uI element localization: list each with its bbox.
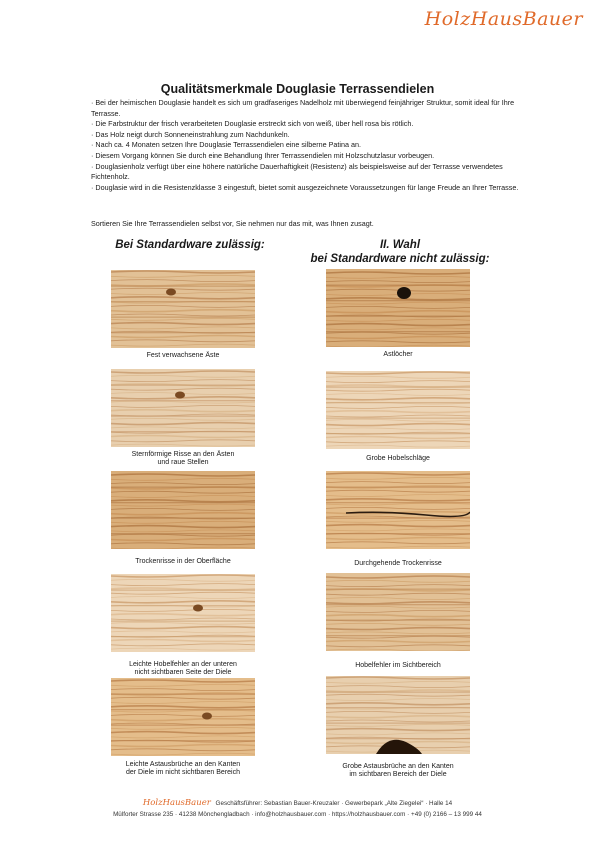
wood-visible-defect-photo [326, 573, 470, 651]
photo-caption: Leichte Hobelfehler an der unteren nicht sichtbaren Seite der Diele [129, 661, 237, 677]
photo-caption: Grobe Astausbrüche an den Kanten im sichtbaren Bereich der Diele [342, 763, 454, 779]
photo-caption: Sternförmige Risse an den Ästen und raue Stellen [131, 451, 235, 467]
wood-dry-crack-photo [111, 471, 255, 549]
left-heading-text: Bei Standardware zulässig: [115, 239, 265, 251]
wood-knot-photo [111, 270, 255, 348]
wood-through-crack-photo [326, 471, 470, 549]
footer-logo: HolzHausBauer [142, 798, 211, 808]
list-item: · Douglasie wird in die Resistenzklasse 3 eingestuft, bietet somit ausgezeichnete Voraussetzungen für lange Freude an Ihrer Terrasse. [91, 183, 531, 194]
footer-line-1: Geschäftsführer: Sebastian Bauer-Kreuzaler · Gewerbepark „Alte Ziegelei“ · Halle 14 [215, 800, 453, 807]
wood-crack-photo [111, 369, 255, 447]
list-item: · Diesem Vorgang können Sie durch eine Behandlung Ihrer Terrassendielen mit Holzschutzlasur vorbeugen. [91, 151, 531, 162]
footer-line-2: Mülforter Strasse 235 · 41238 Mönchengladbach · info@holzhausbauer.com · https://holzhausbauer.com · +49 (0) 2166 – 13 999 44 [113, 811, 482, 818]
right-heading-line2: bei Standardware nicht zulässig: [310, 253, 490, 265]
left-column-heading [90, 238, 290, 252]
right-heading-line1: II. Wahl [379, 239, 421, 251]
wood-edge-photo [111, 678, 255, 756]
list-item: · Douglasienholz verfügt über eine höhere natürliche Dauerhaftigkeit (Resistenz) als beispielsweise auf der Terrasse verwendetes Fichtenholz. [91, 162, 531, 183]
wood-broken-edge-photo [326, 676, 470, 754]
list-item: · Das Holz neigt durch Sonneneinstrahlung zum Nachdunkeln. [91, 130, 531, 141]
right-column-heading [300, 238, 500, 266]
photo-caption: Grobe Hobelschläge [366, 455, 430, 462]
wood-planing-photo [111, 574, 255, 652]
photo-caption: Fest verwachsene Äste [146, 352, 220, 359]
list-item: · Die Farbstruktur der frisch verarbeiteten Douglasie erstreckt sich von weiß, über hell rosa bis rötlich. [91, 119, 531, 130]
page-title: Qualitätsmerkmale Douglasie Terrassendielen [160, 82, 435, 96]
photo-caption: Hobelfehler im Sichtbereich [355, 662, 441, 669]
photo-caption: Durchgehende Trockenrisse [354, 560, 442, 567]
wood-rough-planing-photo [326, 371, 470, 449]
brand-logo: HolzHausBauer [424, 8, 583, 30]
wood-knothole-photo [326, 269, 470, 347]
page-footer [0, 798, 595, 820]
photo-caption: Astlöcher [383, 351, 413, 358]
photo-caption: Trockenrisse in der Oberfläche [135, 558, 231, 565]
feature-list [91, 98, 531, 193]
photo-caption: Leichte Astausbrüche an den Kanten der Diele im nicht sichtbaren Bereich [125, 761, 241, 777]
list-item: · Nach ca. 4 Monaten setzen Ihre Douglasie Terrassendielen eine silberne Patina an. [91, 140, 531, 151]
list-item: · Bei der heimischen Douglasie handelt es sich um gradfaseriges Nadelholz mit überwiegend feinjähriger Struktur, somit ideal für Ihre Terrasse. [91, 98, 531, 119]
sort-note: Sortieren Sie Ihre Terrassendielen selbst vor, Sie nehmen nur das mit, was Ihnen zusagt. [91, 219, 374, 228]
